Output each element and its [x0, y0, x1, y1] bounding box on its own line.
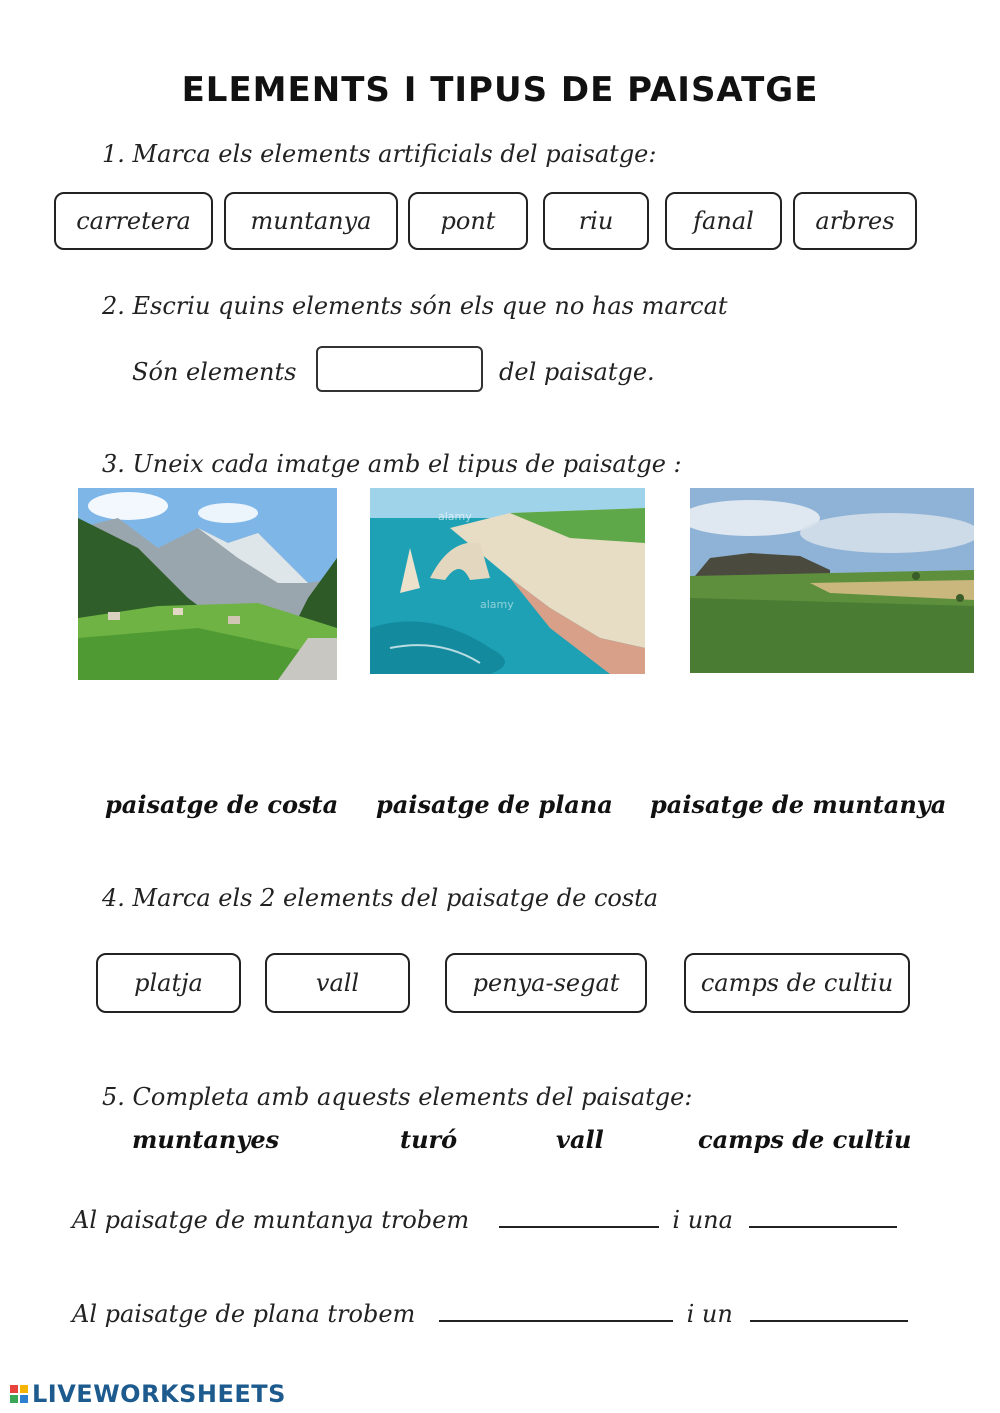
- word-turo[interactable]: turó: [400, 1125, 458, 1154]
- option-arbres[interactable]: arbres: [793, 192, 917, 250]
- mountain-landscape-photo: [78, 488, 337, 680]
- question-4-prompt: 4. Marca els 2 elements del paisatge de costa: [102, 884, 659, 912]
- sentence-plain-start: Al paisatge de plana trobem: [72, 1300, 416, 1328]
- word-vall[interactable]: vall: [556, 1125, 604, 1154]
- blank-mountain-1[interactable]: [499, 1204, 659, 1228]
- option-penya-segat[interactable]: penya-segat: [445, 953, 647, 1013]
- blank-plain-1[interactable]: [439, 1298, 673, 1322]
- sentence-after: del paisatge.: [499, 358, 655, 386]
- watermark-text: alamy: [480, 598, 514, 611]
- sentence-mountain: [72, 1204, 897, 1234]
- sentence-mountain-start: Al paisatge de muntanya trobem: [72, 1206, 470, 1234]
- option-platja[interactable]: platja: [96, 953, 241, 1013]
- option-riu[interactable]: riu: [543, 192, 649, 250]
- option-vall[interactable]: vall: [265, 953, 410, 1013]
- watermark-text: alamy: [438, 510, 472, 523]
- footer-brand: [10, 1380, 286, 1408]
- label-coast[interactable]: paisatge de costa: [105, 790, 339, 819]
- liveworksheets-logo-icon: [10, 1385, 28, 1403]
- word-muntanyes[interactable]: muntanyes: [132, 1125, 280, 1154]
- word-camps-de-cultiu[interactable]: camps de cultiu: [698, 1125, 912, 1154]
- question-1-prompt: 1. Marca els elements artificials del paisatge:: [102, 140, 657, 168]
- option-muntanya[interactable]: muntanya: [224, 192, 398, 250]
- sentence-plain-middle: i un: [686, 1300, 733, 1328]
- question-5-prompt: 5. Completa amb aquests elements del paisatge:: [102, 1083, 693, 1111]
- plain-landscape-photo: [690, 488, 974, 673]
- question-2-prompt: 2. Escriu quins elements són els que no has marcat: [102, 292, 728, 320]
- option-camps-de-cultiu[interactable]: camps de cultiu: [684, 953, 910, 1013]
- answer-input-box[interactable]: [316, 346, 483, 392]
- sentence-before: Són elements: [132, 358, 297, 386]
- option-fanal[interactable]: fanal: [665, 192, 782, 250]
- option-carretera[interactable]: carretera: [54, 192, 213, 250]
- label-plain[interactable]: paisatge de plana: [376, 790, 613, 819]
- question-3-prompt: 3. Uneix cada imatge amb el tipus de paisatge :: [102, 450, 682, 478]
- sentence-mountain-middle: i una: [672, 1206, 733, 1234]
- sentence-plain: [72, 1298, 908, 1328]
- page-title: ELEMENTS I TIPUS DE PAISATGE: [181, 70, 819, 110]
- label-mountain[interactable]: paisatge de muntanya: [650, 790, 947, 819]
- option-pont[interactable]: pont: [408, 192, 528, 250]
- coast-landscape-photo: [370, 488, 645, 674]
- blank-plain-2[interactable]: [750, 1298, 908, 1322]
- blank-mountain-2[interactable]: [749, 1204, 897, 1228]
- brand-name: LIVEWORKSHEETS: [32, 1380, 286, 1408]
